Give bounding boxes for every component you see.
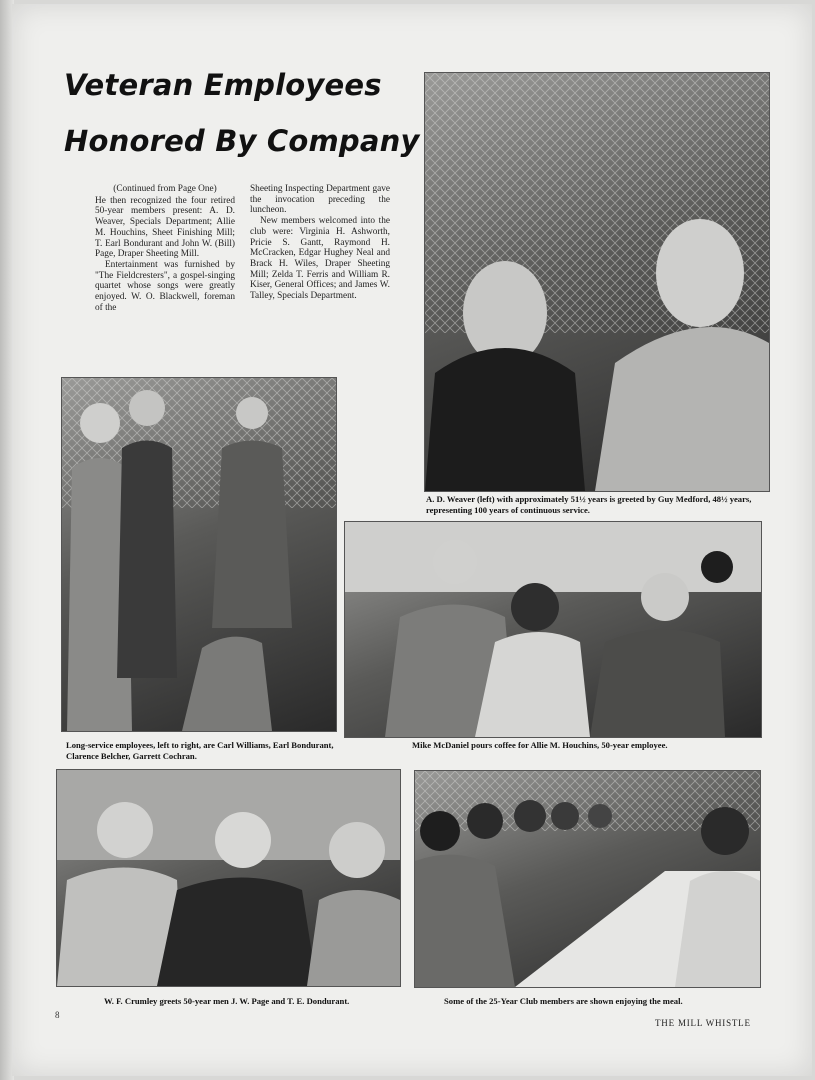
caption-club-meal: Some of the 25-Year Club members are shown enjoying the meal. (444, 996, 683, 1006)
caption-long-service: Long-service employees, left to right, are Carl Williams, Earl Bondurant, Clarence Belcher, Garrett Cochran. (66, 740, 334, 761)
headline-line-1: Veteran Employees (64, 68, 382, 102)
caption-coffee: Mike McDaniel pours coffee for Allie M. Houchins, 50-year employee. (412, 740, 668, 750)
photo-coffee (344, 521, 762, 738)
continued-note: (Continued from Page One) (113, 184, 217, 194)
caption-crumley: W. F. Crumley greets 50-year men J. W. Page and T. E. Dondurant. (104, 996, 350, 1006)
article-column-1 (95, 184, 235, 313)
article-paragraph: He then recognized the four retired 50-year members present: A. D. Weaver, Specials Department; Allie M. Houchins, Sheet Finishing Mill; T. Earl Bondurant and John W. (Bill) Page, Draper Sheeting Mill. (95, 195, 235, 260)
photo-club-meal (414, 770, 761, 988)
article-column-2 (250, 184, 390, 302)
photo-crumley-greets (56, 769, 401, 987)
photo-long-service-employees (61, 377, 337, 732)
photo-weaver-medford (424, 72, 770, 492)
article-paragraph: New members welcomed into the club were: Virginia H. Ashworth, Pricie S. Gantt, Raymond H. McCracken, Edgar Hughey Neal and Brack H. Wiles, Draper Sheeting Mill; Zelda T. Ferris and William R. Kiser, General Offices; and James W. Talley, Specials Department. (250, 216, 390, 302)
article-paragraph: Entertainment was furnished by "The Fieldcresters", a gospel-singing quartet whose songs were greatly enjoyed. W. O. Blackwell, foreman of the (95, 259, 235, 313)
article-paragraph: Sheeting Inspecting Department gave the invocation preceding the luncheon. (250, 184, 390, 216)
page-number: 8 (55, 1010, 60, 1020)
caption-weaver-medford: A. D. Weaver (left) with approximately 51½ years is greeted by Guy Medford, 48½ years, representing 100 years of continuous service. (426, 494, 752, 515)
headline-line-2: Honored By Company (64, 124, 420, 158)
publication-name: THE MILL WHISTLE (655, 1018, 751, 1028)
